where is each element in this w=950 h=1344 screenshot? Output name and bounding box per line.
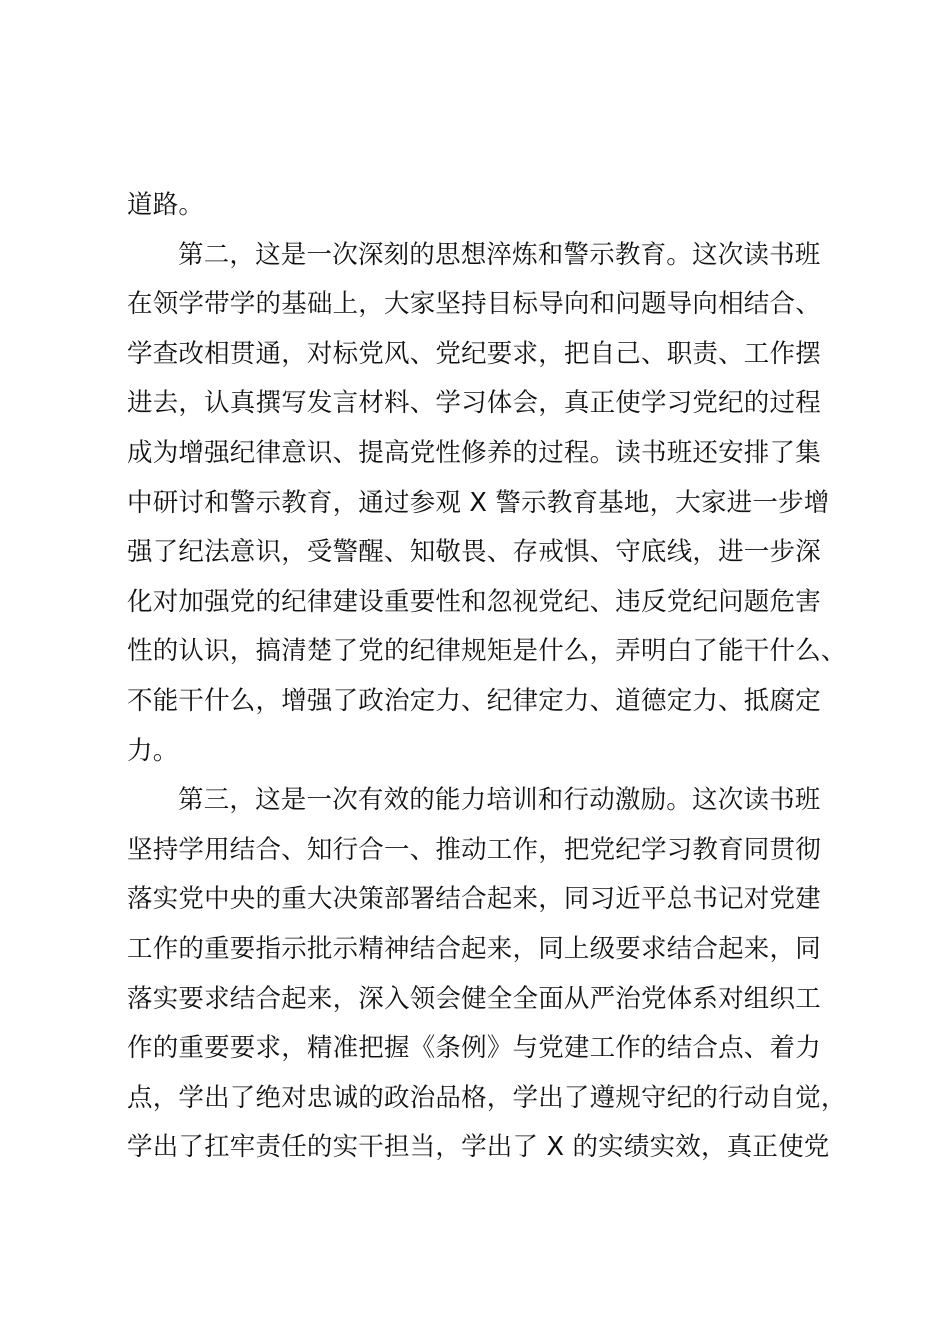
text-line-18: 作的重要要求，精准把握《条例》与党建工作的结合点、着力 (127, 1033, 821, 1064)
text-line-16: 工作的重要指示批示精神结合起来，同上级要求结合起来，同 (127, 933, 821, 964)
text-line-14: 坚持学用结合、知行合一、推动工作，把党纪学习教育同贯彻 (127, 834, 821, 865)
document-body (127, 181, 852, 1173)
text-line-5: 进去，认真撰写发言材料、学习体会，真正使学习党纪的过程 (127, 388, 821, 419)
text-line-19: 点，学出了绝对忠诚的政治品格，学出了遵规守纪的行动自觉， (127, 1082, 847, 1113)
text-line-9: 化对加强党的纪律建设重要性和忽视党纪、违反党纪问题危害 (127, 586, 821, 617)
text-line-4: 学查改相贯通，对标党风、党纪要求，把自己、职责、工作摆 (127, 338, 821, 369)
text-line-17: 落实要求结合起来，深入领会健全全面从严治党体系对组织工 (127, 983, 821, 1014)
paragraph-2-first-line: 第二，这是一次深刻的思想淬炼和警示教育。这次读书班 (178, 239, 821, 270)
text-line-3: 在领学带学的基础上，大家坚持目标导向和问题导向相结合、 (127, 289, 821, 320)
text-line-20: 学出了扛牢责任的实干担当，学出了 X 的实绩实效，真正使党 (127, 1132, 830, 1163)
text-line-1: 道路。 (127, 190, 205, 220)
text-line-7: 中研讨和警示教育，通过参观 X 警示教育基地，大家进一步增 (127, 487, 830, 518)
text-line-11: 不能干什么，增强了政治定力、纪律定力、道德定力、抵腐定 (127, 685, 821, 716)
text-line-15: 落实党中央的重大决策部署结合起来，同习近平总书记对党建 (127, 884, 821, 915)
text-line-6: 成为增强纪律意识、提高党性修养的过程。读书班还安排了集 (127, 437, 821, 468)
text-line-10: 性的认识，搞清楚了党的纪律规矩是什么，弄明白了能干什么、 (127, 636, 847, 667)
paragraph-3-first-line: 第三，这是一次有效的能力培训和行动激励。这次读书班 (178, 785, 821, 816)
text-line-8: 强了纪法意识，受警醒、知敬畏、存戒惧、守底线，进一步深 (127, 537, 821, 568)
text-line-12: 力。 (127, 735, 179, 766)
